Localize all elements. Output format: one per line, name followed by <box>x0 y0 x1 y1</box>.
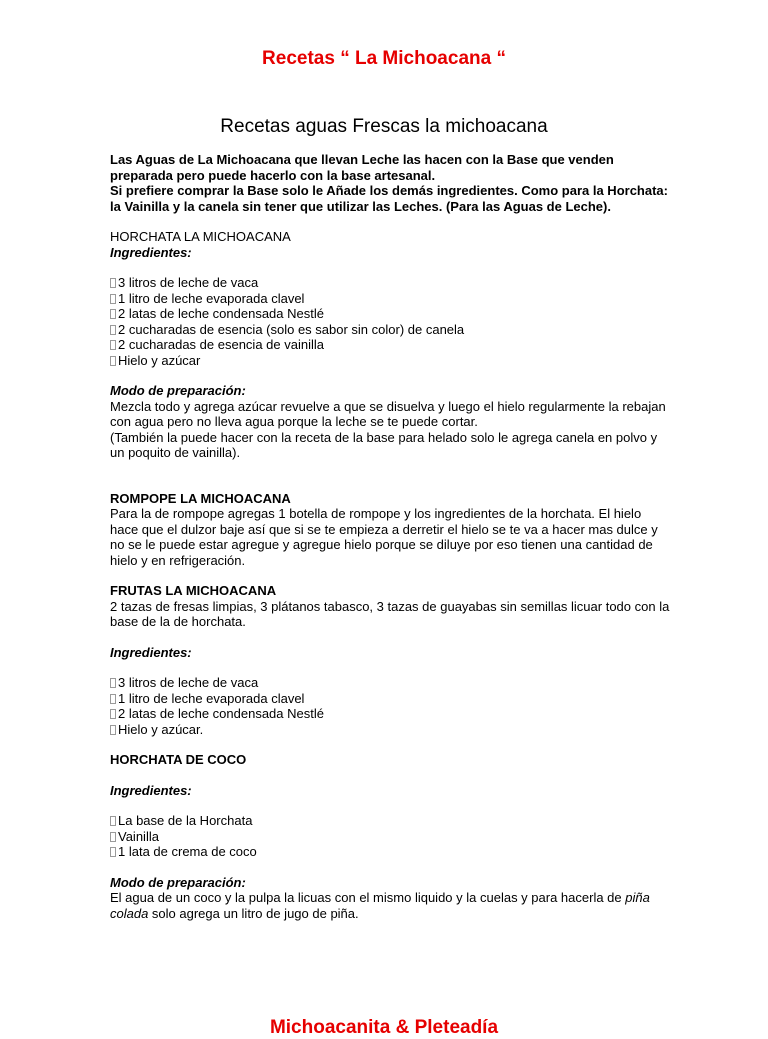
bullet-icon <box>110 832 116 842</box>
footer-cut-off <box>0 1014 768 1038</box>
document-title: Recetas “ La Michoacana “ <box>262 48 506 69</box>
bullet-icon <box>110 340 116 350</box>
document-body <box>110 152 670 921</box>
bullet-icon <box>110 309 116 319</box>
intro-paragraph-1: Las Aguas de La Michoacana que llevan Leche las hacen con la Base que venden preparada pero puede hacerlo con la base artesanal. <box>110 152 614 183</box>
list-item: Hielo y azúcar <box>110 353 670 369</box>
footer-title: Michoacanita & Pleteadía <box>269 1017 499 1038</box>
list-item: 1 lata de crema de coco <box>110 844 670 860</box>
coco-ingredients-list <box>110 813 670 860</box>
document-subtitle: Recetas aguas Frescas la michoacana <box>220 116 548 137</box>
frutas-text: 2 tazas de fresas limpias, 3 plátanos tabasco, 3 tazas de guayabas sin semillas licuar todo con la base de la de horchata. <box>110 598 670 629</box>
list-item: 2 cucharadas de esencia (solo es sabor sin color) de canela <box>110 322 670 338</box>
bullet-icon <box>110 694 116 704</box>
bullet-icon <box>110 294 116 304</box>
intro-paragraph-2: Si prefiere comprar la Base solo le Añade los demás ingredientes. Como para la Horchata: la Vainilla y la canela sin tener que utilizar las Leches. (Para las Aguas de Leche). <box>110 183 668 214</box>
horchata-prep-text-2: (También la puede hacer con la receta de la base para helado solo le agrega canela en polvo y un poquito de vainilla). <box>110 429 658 460</box>
bullet-icon <box>110 816 116 826</box>
bullet-icon <box>110 709 116 719</box>
list-item: 2 cucharadas de esencia de vainilla <box>110 337 670 353</box>
bullet-icon <box>110 278 116 288</box>
coco-prep-label: Modo de preparación: <box>110 874 246 890</box>
coco-prep-text: El agua de un coco y la pulpa la licuas con el mismo liquido y la cuelas y para hacerla de piña colada solo agrega un litro de jugo de piña. <box>110 890 650 921</box>
frutas-ingredients-list <box>110 675 670 737</box>
frutas-ingredients-label: Ingredientes: <box>110 644 192 660</box>
horchata-heading: HORCHATA LA MICHOACANA <box>110 229 291 244</box>
coco-heading: HORCHATA DE COCO <box>110 752 247 767</box>
list-item: 2 latas de leche condensada Nestlé <box>110 706 670 722</box>
bullet-icon <box>110 325 116 335</box>
bullet-icon <box>110 678 116 688</box>
coco-ingredients-label: Ingredientes: <box>110 782 192 798</box>
list-item: 1 litro de leche evaporada clavel <box>110 691 670 707</box>
rompope-heading: ROMPOPE LA MICHOACANA <box>110 490 291 506</box>
bullet-icon <box>110 847 116 857</box>
list-item: 2 latas de leche condensada Nestlé <box>110 306 670 322</box>
pina-colada-text: piña colada <box>110 890 650 921</box>
list-item: Hielo y azúcar. <box>110 722 670 738</box>
frutas-heading: FRUTAS LA MICHOACANA <box>110 583 277 598</box>
rompope-text: Para la de rompope agregas 1 botella de rompope y los ingredientes de la horchata. El hielo hace que el dulzor baje así que si se te empieza a derretir el hielo se te va a hacer mas dulce y no se le puede estar agregue y agregue hielo porque se diluye por eso tienen una cantidad de hielo y en refrigeración. <box>110 506 658 568</box>
bullet-icon <box>110 725 116 735</box>
horchata-ingredients-list <box>110 275 670 368</box>
list-item: 1 litro de leche evaporada clavel <box>110 291 670 307</box>
horchata-prep-label: Modo de preparación: <box>110 383 246 398</box>
horchata-ingredients-label: Ingredientes: <box>110 244 192 260</box>
list-item: 3 litros de leche de vaca <box>110 275 670 291</box>
list-item: 3 litros de leche de vaca <box>110 675 670 691</box>
bullet-icon <box>110 356 116 366</box>
list-item: La base de la Horchata <box>110 813 670 829</box>
list-item: Vainilla <box>110 829 670 845</box>
horchata-prep-text-1: Mezcla todo y agrega azúcar revuelve a que se disuelva y luego el hielo regularmente la rebajan con agua pero no lleva agua porque la leche se te puede cortar. <box>110 398 666 429</box>
